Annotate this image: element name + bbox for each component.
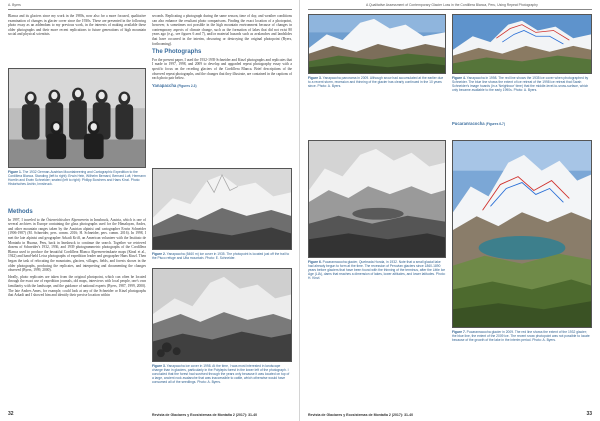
methods-section	[8, 206, 146, 406]
footer-left: Revista de Glaciares y Ecosistemas de Montaña 2 (2017): 31-40	[152, 413, 258, 417]
yanapaccha-1998-color-image	[453, 15, 591, 73]
figure1-expedition-photo	[8, 68, 146, 168]
yanapaccha-1935-image	[153, 169, 291, 249]
photographs-heading: The Photographs	[152, 49, 202, 56]
header-rule	[8, 9, 292, 10]
pucaranracocha-2009-image	[453, 141, 591, 327]
photopoint-paragraph: seconds. Replicating a photograph during the same season, time of day, and weather conditions can also enhance the resultant photo comparisons. Finding the exact location of a photopoint, however, is sometimes not possible in the high mountain environment because of changes in contemporary aspects of climate change, such as the formation of lakes that did not exist 80 years ago (e.g., see figures 6 and 7), and/or material hazards such as avalanches and landslides that have occurred in the interim, obscuring or destroying the original photopoint (Byers, forthcoming).	[152, 14, 292, 46]
figure4-caption: Figure 4. Yanapaccha in 1998. The red line shows the 1935 ice cover when photographed by Schneider. The blue line shows the extent of ice retreat of the 1998 ice retreat that Sarah Schneider's image hoards (in a 'Neighbour' time) that the middle-level-to-snow-surface, which only became available to the early 1990s. Photo: A. Byers.	[452, 76, 589, 92]
figure2-caption: Figure 2. Yanapaccha (5460 m) ice cover in 1935. The photopoint is located just off the trail to the Pisco refuge and Ulta mountain. Photo: E. Schneider.	[152, 252, 290, 260]
pucaranracocha-1932-image	[309, 141, 445, 257]
methods-paragraph-1: In 1997, I traveled to the Österreichischer Alpenverein in Innsbruck, Austria, which is one of several archives in Europe containing the glass photographs used for the Himalayan, Andes, and other mountain ranges taken by the Austrian alpinist and cartographer Erwin Schneider (1906-1987) (M. Schneider, pers. comm. 2016; H. Schneider, pers. comm. 2016). In 1998, I met the late alpinist and geographer Arkadi Kriff, an American volunteer with the Instituto de Montaña in Huaraz, Peru, back in Innsbruck to continue the search. Together we retrieved dozens of Schneider's 1932, 1936, and 1939 photogrammetric photographs of the Cordillera Blanca used to produce the beautiful Cordillera Blanca Alpenvereinskarte maps (Kinzl et al., 1942) and hand-held Leica photographs of expedition leader and geographer Hans Kinzl. Then began the task of relocating the mountains, glaciers, villages, fields, and forests shown in the older photographs, producing the replicates, and interpreting and documenting the changes observed (Byers, 1999, 2000).	[8, 217, 146, 273]
header-rule	[308, 9, 592, 10]
figure3-yanapaccha-panorama-2009	[308, 14, 446, 74]
methods-heading: Methods	[8, 209, 33, 215]
right-column-text	[152, 14, 292, 167]
figure6-caption: Figure 6. Pucaranracocha glacier, Quebrada Honda, in 1932. Note that a small glacial lake had already begun to form at the time. The recession of Peruvian glaciers since 1860-1890 years before glaciers that have been found with the thinning of the terminus, after the Little Ice Age (LIA), dams that reaches a dimension of lakes, lower altitudes, and lower latitudes. Photo: H. Kinzl.	[308, 260, 446, 280]
yanapaccha-heading: Yanapaccha (Figures 2-3)	[152, 82, 197, 88]
figure6-pucaranracocha-1932	[308, 140, 446, 258]
figure1-caption: Figure 1. The 1932 German-Austrian Mountaineering and Cartographic Expedition to the Cordillera Blanca. Standing (left to right): Erwin Hein, Wilhelm Bernard, Bernard Luft, Hermann Hoerlin and Erwin Schneider; seated (left to right): Philipp Borchers and Hans Kinzl. Photo: Historisches Archiv, Innsbruck.	[8, 170, 146, 186]
figure3-panorama-caption: Figure 3. Yanapaccha panorama in 2009. Although snow had accumulated at the earlier due to a recent storm, recession and thinning of the glacier has clearly continued in the 10 years since. Photo: A. Byers.	[308, 76, 444, 88]
right-page	[300, 0, 600, 421]
yanapaccha-2009-panorama-image	[309, 15, 445, 73]
photographs-paragraph: For the present paper, I used the 1932-1939 Schneider and Kinzl photographs and replicates that I made in 1997, 1998, and 2009 to develop and upgraded repeat photography essay with a specific focus on the receding glaciers of the Cordillera Blanca. Brief descriptions of the observed repeat photographs, and the changes that they illustrate, are contained in the captions of each photo pair below.	[152, 57, 292, 81]
figure7-caption: Figure 7. Pucaranracocha glacier in 2009. The red line shows the extent of the 1932 glacier; the blue line, the extent of the 2009 ice. The recent snow photopoint was not possible to locate because of the growth of the lake in the interim period. Photo: A. Byers.	[452, 330, 590, 342]
figure3-yanapaccha-1998	[152, 268, 292, 362]
methods-paragraph-2: Ideally, photo replicates are taken from the original photopoint, which can often be located through the exact use of expedition journals, old maps, interviews with local people, one's own familiarity with the landscape, and the guidance of national experts (Byers, 1987, 1999, 2000). The late Andres Ames, for example, could look at any of the Schneider or Kinzl photographs that Arkadi and I showed him and identify their precise location within	[8, 274, 146, 298]
running-head-right: A Qualitative Assessment of Contemporary Glacier Loss in the Cordillera Blanca, Peru, Using Repeat Photography	[366, 3, 538, 7]
page-number-left: 32	[8, 411, 14, 417]
footer-right: Revista de Glaciares y Ecosistemas de Montaña 2 (2017): 31-40	[308, 413, 414, 417]
running-head-left: A. Byers	[8, 3, 21, 7]
figure3-caption: Figure 3. Yanapaccha ice cover in 1998. At the time, I was most interested in landscape change than in glaciers, particularly in the Polylepis forest in the lower left of the photograph. I concluded that the forest had survived through the years only because it was located on top of a large, ancient rock avalanche that was inaccessible to cattle, which otherwise would have consumed all of the seedlings. Photo: A. Byers.	[152, 364, 290, 384]
yanapaccha-1998-image	[153, 269, 291, 361]
page-number-right: 33	[586, 411, 592, 417]
figure2-yanapaccha-1935	[152, 168, 292, 250]
expedition-group-image	[9, 69, 145, 167]
figure7-pucaranracocha-2009	[452, 140, 592, 328]
pucaranracocha-heading: Pucaranracocha (Figures 6-7)	[452, 121, 505, 126]
intro-paragraph: Blanca and its glaciers since my work in the 1980s, now also for a more focused, qualitative examination of changes in glacier cover since the 1930s. These are presented in the following photo essay as an addendum to my previous work, in the interests of making available these older photographs and their more recent replications to future generations of high mountain social and physical scientists.	[8, 14, 146, 37]
figure4-yanapaccha-1998-color	[452, 14, 592, 74]
